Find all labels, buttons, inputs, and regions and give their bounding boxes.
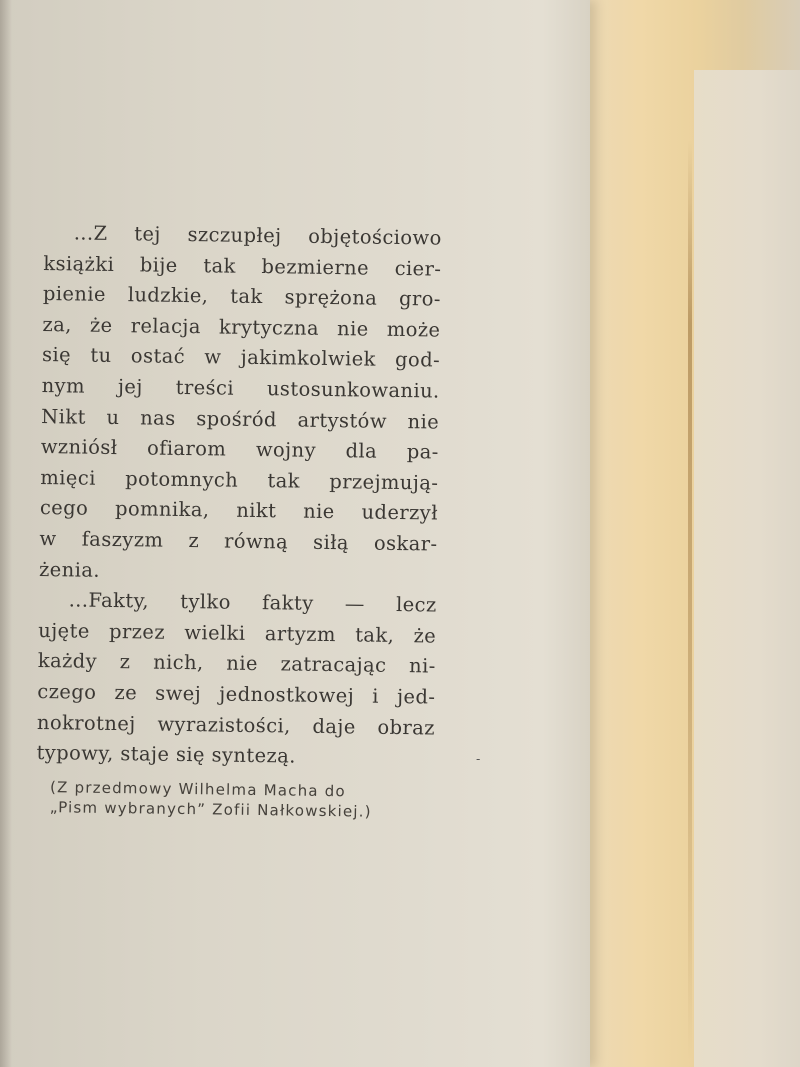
word: nie bbox=[336, 316, 369, 341]
text-line bbox=[42, 340, 440, 376]
word: ludzkie, bbox=[127, 283, 209, 308]
word: treści bbox=[175, 375, 235, 400]
source-caption bbox=[36, 777, 435, 823]
word: daje bbox=[312, 714, 356, 738]
word: wielki bbox=[184, 620, 246, 645]
word: jednostkowej bbox=[219, 682, 355, 708]
word: pa- bbox=[406, 440, 439, 464]
word: swej bbox=[155, 681, 202, 706]
word: się bbox=[41, 343, 72, 367]
word: wyrazistości, bbox=[157, 712, 291, 737]
word: dla bbox=[345, 439, 378, 463]
word: zatracając bbox=[280, 652, 387, 678]
text-line bbox=[38, 585, 436, 621]
word: obraz bbox=[377, 715, 436, 740]
word: oskar- bbox=[373, 531, 438, 556]
word: tylko bbox=[180, 590, 232, 614]
word: cego bbox=[39, 496, 89, 520]
word: i bbox=[372, 684, 380, 708]
word: ...Fakty, bbox=[68, 588, 150, 613]
word: faszyzm bbox=[81, 527, 164, 552]
stray-mark: - bbox=[476, 752, 481, 766]
word: tak bbox=[267, 468, 301, 493]
gutter-shadow bbox=[0, 0, 12, 1067]
word: w bbox=[39, 526, 57, 551]
word: za, bbox=[42, 312, 72, 337]
word: że bbox=[413, 623, 437, 648]
word: Nikt bbox=[41, 404, 86, 429]
word: tak bbox=[230, 284, 263, 309]
word: w bbox=[204, 345, 222, 369]
word: może bbox=[386, 317, 441, 342]
word: ofiarom bbox=[146, 436, 227, 461]
page-edges bbox=[570, 0, 800, 1067]
word: relacja bbox=[130, 314, 202, 338]
word: jej bbox=[117, 375, 143, 399]
paragraph-2 bbox=[36, 585, 437, 774]
word: ustosunkowaniu. bbox=[266, 377, 440, 403]
word: siłą bbox=[312, 530, 350, 555]
text-line: typowy, staje się syntezą. bbox=[36, 741, 296, 768]
word: pomnika, bbox=[114, 497, 210, 522]
word: z bbox=[119, 650, 131, 674]
word: tej bbox=[134, 222, 162, 246]
word: nas bbox=[140, 405, 176, 430]
word: krytyczna bbox=[218, 315, 320, 340]
word: artyzm bbox=[264, 621, 336, 646]
word: — bbox=[344, 592, 365, 616]
word: przejmują- bbox=[329, 469, 439, 495]
word: bezmierne bbox=[261, 254, 370, 280]
word: ostać bbox=[130, 344, 186, 369]
word: wojny bbox=[255, 438, 317, 462]
word: spośród bbox=[196, 406, 278, 431]
word: uderzył bbox=[361, 500, 439, 525]
word: każdy bbox=[37, 649, 98, 674]
word: nokrotnej bbox=[36, 710, 136, 735]
word: nikt bbox=[236, 499, 277, 523]
word: mięci bbox=[40, 465, 96, 490]
word: ...Z bbox=[73, 221, 108, 245]
word: nich, bbox=[152, 650, 204, 675]
word: szczupłej bbox=[187, 223, 282, 248]
word: fakty bbox=[261, 591, 314, 615]
word: jakimkolwiek bbox=[240, 346, 376, 372]
word: przez bbox=[108, 619, 166, 644]
word: ze bbox=[114, 680, 138, 705]
caption-line: (Z przedmowy Wilhelma Macha do bbox=[49, 777, 346, 800]
word: z bbox=[188, 528, 200, 553]
quote-text bbox=[36, 218, 442, 822]
paragraph-1 bbox=[39, 218, 442, 591]
word: że bbox=[89, 313, 113, 337]
text-line bbox=[39, 524, 437, 560]
word: lecz bbox=[395, 593, 437, 617]
word: bije bbox=[139, 252, 178, 277]
word: cier- bbox=[394, 256, 442, 281]
word: potomnych bbox=[125, 466, 239, 492]
word: jed- bbox=[396, 684, 436, 709]
word: czego bbox=[37, 679, 97, 704]
word: gro- bbox=[398, 287, 442, 311]
word: sprężona bbox=[284, 285, 378, 310]
word: ujęte bbox=[38, 618, 90, 643]
word: tu bbox=[90, 344, 112, 368]
word: nie bbox=[226, 651, 259, 676]
word: u bbox=[106, 405, 120, 429]
word: wzniósł bbox=[40, 435, 118, 460]
word: pienie bbox=[42, 282, 107, 307]
word: ni- bbox=[408, 654, 436, 678]
word: nym bbox=[41, 373, 86, 398]
word: nie bbox=[303, 499, 335, 524]
word: nie bbox=[407, 409, 440, 434]
word: tak, bbox=[355, 623, 395, 647]
word: objętościowo bbox=[308, 224, 442, 250]
text-line: żenia. bbox=[38, 557, 101, 582]
word: tak bbox=[203, 253, 236, 278]
text-line bbox=[41, 432, 439, 468]
word: artystów bbox=[297, 408, 388, 433]
word: god- bbox=[394, 348, 441, 372]
word: książki bbox=[43, 251, 115, 276]
caption-line: „Pism wybranych” Zofii Nałkowskiej.) bbox=[49, 797, 372, 821]
word: równą bbox=[223, 529, 289, 554]
